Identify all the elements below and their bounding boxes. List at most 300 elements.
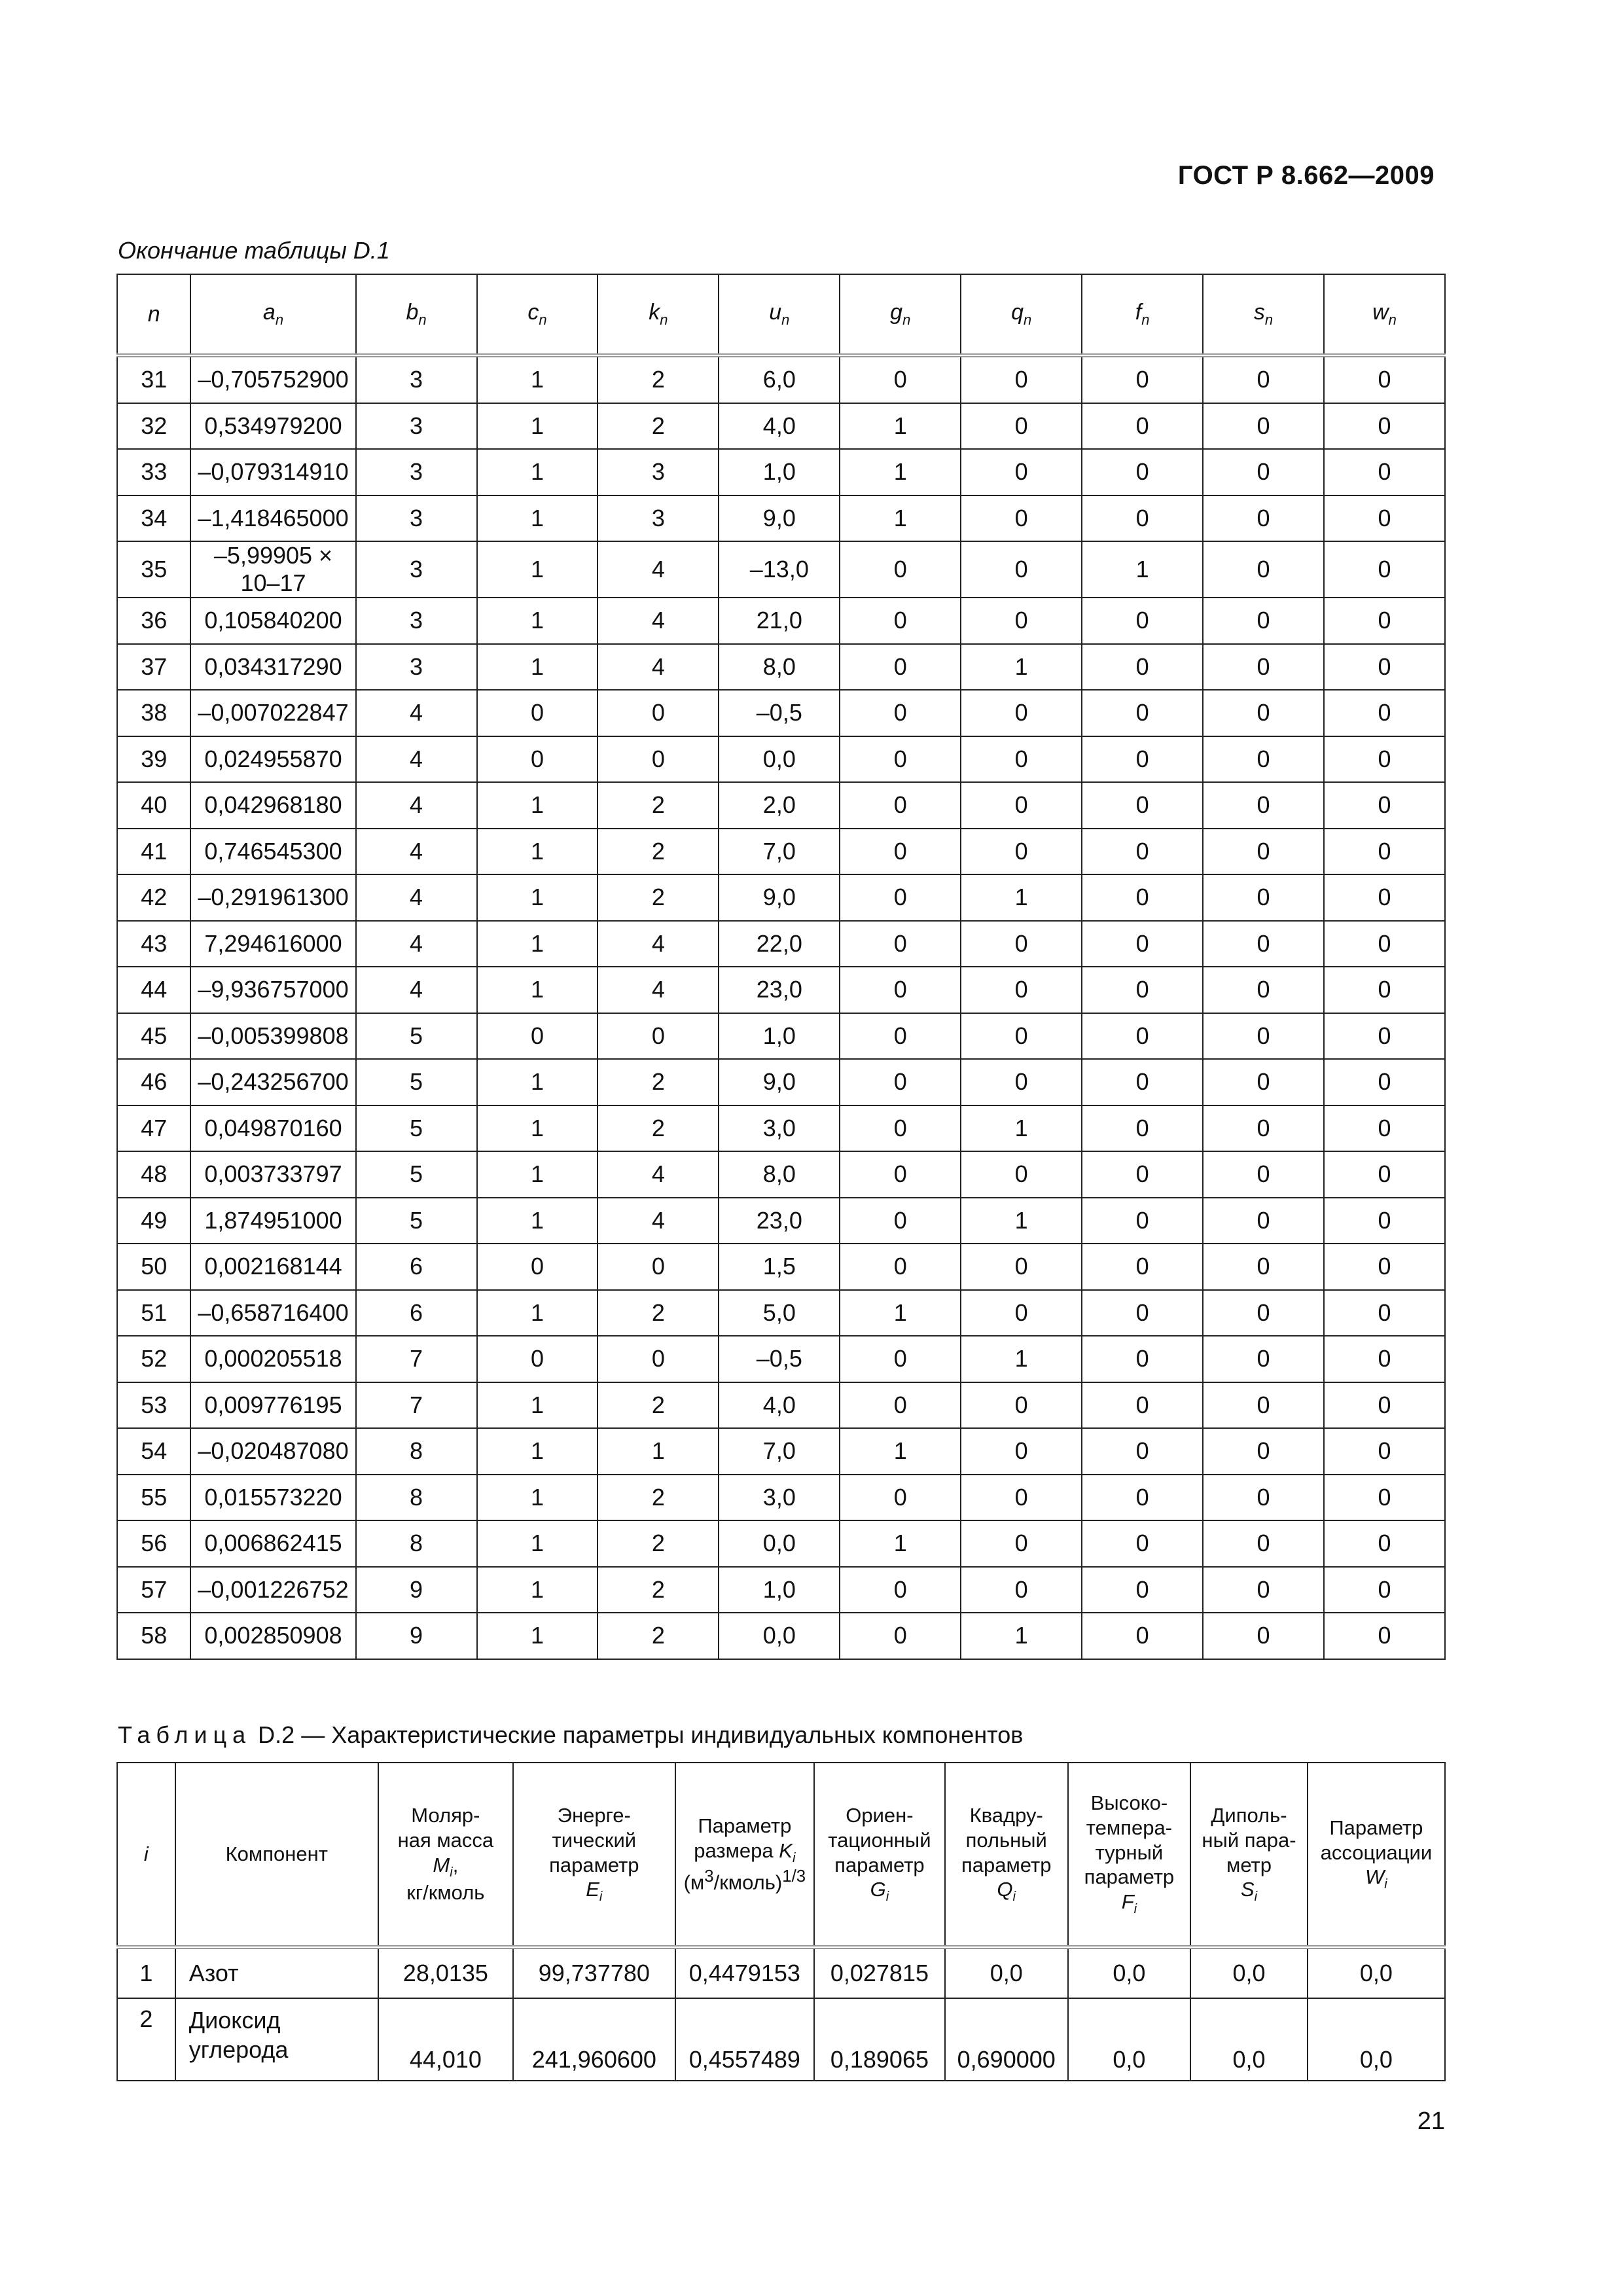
table-row bbox=[117, 921, 1445, 967]
header-n: n bbox=[117, 274, 190, 355]
table-cell: 2 bbox=[117, 1998, 175, 2081]
table-cell: 0,0 bbox=[1190, 1947, 1308, 1998]
table-cell: 0 bbox=[1324, 1244, 1445, 1290]
table-cell: 0 bbox=[1324, 782, 1445, 829]
table-cell: 21,0 bbox=[719, 598, 840, 644]
table-cell: 0 bbox=[1082, 736, 1203, 783]
table-cell: 1 bbox=[477, 1151, 598, 1198]
table-cell: –0,020487080 bbox=[190, 1428, 355, 1475]
table-cell: 0 bbox=[1203, 736, 1324, 783]
table-cell: 0 bbox=[961, 1520, 1082, 1567]
table-cell: 2 bbox=[597, 1382, 719, 1429]
table-cell: 1 bbox=[961, 1105, 1082, 1152]
table-cell: 4 bbox=[597, 967, 719, 1013]
table-cell: 0 bbox=[840, 782, 961, 829]
table-row bbox=[117, 874, 1445, 921]
table-cell: 7,0 bbox=[719, 829, 840, 875]
table-cell: 1 bbox=[477, 1290, 598, 1336]
header-high-temp-param: Высоко- темпера- турный параметр $F_i$ bbox=[1068, 1763, 1191, 1947]
header-w: $w_n$ bbox=[1324, 274, 1445, 355]
table-cell: 0 bbox=[1082, 1613, 1203, 1659]
table-cell: 0 bbox=[597, 736, 719, 783]
table-cell: 2 bbox=[597, 1105, 719, 1152]
table-cell: 0 bbox=[961, 1059, 1082, 1105]
table-row bbox=[117, 1520, 1445, 1567]
table-cell: 2 bbox=[597, 403, 719, 450]
table-cell: 4 bbox=[597, 1151, 719, 1198]
table-cell: 47 bbox=[117, 1105, 190, 1152]
table-cell: 8 bbox=[356, 1428, 477, 1475]
table-cell: –0,007022847 bbox=[190, 690, 355, 736]
header-molar-mass: Моляр- ная масса $M_i$, кг/кмоль bbox=[378, 1763, 513, 1947]
table-cell: 3,0 bbox=[719, 1105, 840, 1152]
table-cell: 0 bbox=[840, 829, 961, 875]
table-cell: 0 bbox=[1082, 1382, 1203, 1429]
table-cell: 0,042968180 bbox=[190, 782, 355, 829]
table-cell: 0 bbox=[961, 541, 1082, 598]
table-cell: 0 bbox=[597, 690, 719, 736]
table-cell: 0 bbox=[1203, 1428, 1324, 1475]
table-cell: 0 bbox=[840, 1567, 961, 1613]
table-cell: 2 bbox=[597, 782, 719, 829]
table-cell: 0,534979200 bbox=[190, 403, 355, 450]
header-u: $u_n$ bbox=[719, 274, 840, 355]
table-row bbox=[117, 449, 1445, 495]
header-association-param: Параметр ассоциации $W_i$ bbox=[1308, 1763, 1445, 1947]
table-cell: Азот bbox=[175, 1947, 378, 1998]
table-cell: 58 bbox=[117, 1613, 190, 1659]
table-cell: 0 bbox=[840, 1475, 961, 1521]
table-row bbox=[117, 736, 1445, 783]
table-cell: 1 bbox=[477, 1382, 598, 1429]
table-cell: 3 bbox=[356, 403, 477, 450]
table-cell: 0 bbox=[840, 1059, 961, 1105]
table-cell: 0,027815 bbox=[814, 1947, 945, 1998]
table-cell: –0,079314910 bbox=[190, 449, 355, 495]
header-b: $b_n$ bbox=[356, 274, 477, 355]
table-cell: 1,0 bbox=[719, 1567, 840, 1613]
table-cell: 0 bbox=[1203, 1336, 1324, 1382]
table-cell: –13,0 bbox=[719, 541, 840, 598]
table-cell: 6,0 bbox=[719, 355, 840, 403]
table-row bbox=[117, 541, 1445, 598]
table-cell: 0 bbox=[1203, 403, 1324, 450]
table-cell: 0 bbox=[961, 921, 1082, 967]
table-row bbox=[117, 1059, 1445, 1105]
table-cell: 0 bbox=[1203, 355, 1324, 403]
table-cell: 0 bbox=[1203, 690, 1324, 736]
table-row bbox=[117, 1475, 1445, 1521]
table-cell: 5 bbox=[356, 1013, 477, 1060]
table-cell: 42 bbox=[117, 874, 190, 921]
table-cell: 22,0 bbox=[719, 921, 840, 967]
table-cell: 0,003733797 bbox=[190, 1151, 355, 1198]
table-cell: 0 bbox=[961, 967, 1082, 1013]
table-cell: 3 bbox=[356, 355, 477, 403]
table-cell: 4 bbox=[356, 921, 477, 967]
table-cell: 1 bbox=[1082, 541, 1203, 598]
header-a: $a_n$ bbox=[190, 274, 355, 355]
header-q: $q_n$ bbox=[961, 274, 1082, 355]
table-cell: 0 bbox=[961, 1567, 1082, 1613]
table-cell: 1 bbox=[477, 1105, 598, 1152]
header-energy-param: Энерге- тический параметр $E_i$ bbox=[513, 1763, 675, 1947]
table-row bbox=[117, 1382, 1445, 1429]
table-cell: 40 bbox=[117, 782, 190, 829]
table-cell: 0 bbox=[1324, 1428, 1445, 1475]
table-row bbox=[117, 1151, 1445, 1198]
table-cell: 0 bbox=[1082, 1198, 1203, 1244]
table-cell: 50 bbox=[117, 1244, 190, 1290]
table-cell: 1,5 bbox=[719, 1244, 840, 1290]
table-cell: 0 bbox=[840, 1105, 961, 1152]
table-cell: 5 bbox=[356, 1105, 477, 1152]
table-cell: 9,0 bbox=[719, 1059, 840, 1105]
table-cell: 56 bbox=[117, 1520, 190, 1567]
table-cell: 0 bbox=[1324, 1198, 1445, 1244]
table-cell: 0 bbox=[477, 1013, 598, 1060]
table-cell: 0 bbox=[840, 541, 961, 598]
table-cell: 0 bbox=[1324, 921, 1445, 967]
table-cell: 0 bbox=[1082, 782, 1203, 829]
table-row bbox=[117, 1105, 1445, 1152]
table-cell: 1,0 bbox=[719, 449, 840, 495]
table-cell: 0 bbox=[1324, 355, 1445, 403]
table-cell: –0,5 bbox=[719, 1336, 840, 1382]
table-cell: 0 bbox=[1082, 495, 1203, 542]
table-cell: 0 bbox=[961, 1428, 1082, 1475]
table-cell: 3 bbox=[356, 449, 477, 495]
table-cell: 0 bbox=[1324, 403, 1445, 450]
table-cell: 1 bbox=[477, 1198, 598, 1244]
table-cell: 9 bbox=[356, 1567, 477, 1613]
table-cell: 0 bbox=[1082, 1244, 1203, 1290]
table-cell: 0 bbox=[961, 736, 1082, 783]
table-cell: 0 bbox=[1203, 1059, 1324, 1105]
table-cell: 4 bbox=[597, 921, 719, 967]
table-cell: 0 bbox=[961, 403, 1082, 450]
table-cell: 0 bbox=[477, 1336, 598, 1382]
table-cell: 0 bbox=[1082, 1428, 1203, 1475]
table-cell: 1 bbox=[597, 1428, 719, 1475]
table-row bbox=[117, 1290, 1445, 1336]
header-size-param: Параметр размера $K_i$ $(м^3/кмоль)^{1/3}$ bbox=[675, 1763, 814, 1947]
table-cell: 3 bbox=[356, 495, 477, 542]
table-cell: 0 bbox=[1082, 1520, 1203, 1567]
table-d2-caption-text: D.2 — Характеристические параметры индивидуальных компонентов bbox=[258, 1721, 1024, 1748]
table-cell: 36 bbox=[117, 598, 190, 644]
table-cell: 1 bbox=[840, 1290, 961, 1336]
table-cell: 1 bbox=[961, 1613, 1082, 1659]
table-cell: 0 bbox=[1324, 1013, 1445, 1060]
table-cell: 1 bbox=[477, 1520, 598, 1567]
table-cell: 0 bbox=[1324, 829, 1445, 875]
table-cell: 0 bbox=[840, 921, 961, 967]
table-cell: 1 bbox=[477, 967, 598, 1013]
table-cell: 4 bbox=[597, 1198, 719, 1244]
table-cell: 0 bbox=[1324, 644, 1445, 691]
table-row bbox=[117, 1336, 1445, 1382]
table-d2-header-row bbox=[117, 1763, 1445, 1947]
header-f: $f_n$ bbox=[1082, 274, 1203, 355]
table-cell: 4 bbox=[356, 829, 477, 875]
table-cell: 0 bbox=[1203, 1290, 1324, 1336]
table-cell: 0 bbox=[961, 690, 1082, 736]
table-cell: 0 bbox=[1082, 921, 1203, 967]
table-cell: 0 bbox=[1203, 1151, 1324, 1198]
table-cell: 0,024955870 bbox=[190, 736, 355, 783]
table-cell: 2 bbox=[597, 1567, 719, 1613]
table-cell: 3 bbox=[597, 495, 719, 542]
table-cell: 5 bbox=[356, 1198, 477, 1244]
header-index: i bbox=[117, 1763, 175, 1947]
table-cell: 0 bbox=[1203, 1475, 1324, 1521]
table-cell: 0 bbox=[1082, 829, 1203, 875]
table-cell: 44,010 bbox=[378, 1998, 513, 2081]
table-cell: 4 bbox=[356, 690, 477, 736]
table-row bbox=[117, 1428, 1445, 1475]
header-quadrupole-param: Квадру- польный параметр $Q_i$ bbox=[945, 1763, 1068, 1947]
table-cell: 1 bbox=[477, 449, 598, 495]
table-cell: 48 bbox=[117, 1151, 190, 1198]
table-cell: 0 bbox=[840, 1198, 961, 1244]
table-cell: 2 bbox=[597, 1520, 719, 1567]
table-cell: –0,658716400 bbox=[190, 1290, 355, 1336]
table-cell: 0 bbox=[1324, 1105, 1445, 1152]
table-cell: 0 bbox=[597, 1336, 719, 1382]
table-cell: 0 bbox=[1324, 1382, 1445, 1429]
table-cell: 0 bbox=[1324, 541, 1445, 598]
table-cell: 6 bbox=[356, 1290, 477, 1336]
table-cell: 0 bbox=[1082, 1336, 1203, 1382]
table-cell: 0 bbox=[1082, 449, 1203, 495]
table-cell: 0,002850908 bbox=[190, 1613, 355, 1659]
table-cell: 4 bbox=[356, 874, 477, 921]
table-cell: 0 bbox=[1203, 495, 1324, 542]
table-cell: 0 bbox=[1082, 1013, 1203, 1060]
table-cell: 4 bbox=[597, 598, 719, 644]
table-cell: 0,4479153 bbox=[675, 1947, 814, 1998]
table-cell: 1 bbox=[477, 495, 598, 542]
table-cell: 0 bbox=[1324, 495, 1445, 542]
table-cell: 0 bbox=[961, 1382, 1082, 1429]
table-cell: –9,936757000 bbox=[190, 967, 355, 1013]
table-cell: 1 bbox=[840, 1520, 961, 1567]
table-cell: 1 bbox=[477, 1059, 598, 1105]
table-cell: 0,0 bbox=[1068, 1947, 1191, 1998]
table-cell: 51 bbox=[117, 1290, 190, 1336]
table-cell: 3 bbox=[597, 449, 719, 495]
table-cell: 0 bbox=[1082, 1059, 1203, 1105]
table-cell: 0 bbox=[597, 1244, 719, 1290]
table-cell: 0 bbox=[1324, 1059, 1445, 1105]
table-cell: 0,006862415 bbox=[190, 1520, 355, 1567]
table-cell: 8 bbox=[356, 1520, 477, 1567]
table-cell: 0,4557489 bbox=[675, 1998, 814, 2081]
table-cell: 0,002168144 bbox=[190, 1244, 355, 1290]
header-c: $c_n$ bbox=[477, 274, 598, 355]
table-cell: 7,0 bbox=[719, 1428, 840, 1475]
table-cell: 0 bbox=[1203, 1013, 1324, 1060]
table-cell: 0,034317290 bbox=[190, 644, 355, 691]
table-cell: 2,0 bbox=[719, 782, 840, 829]
table-cell: 1 bbox=[477, 874, 598, 921]
table-d2-caption bbox=[118, 1721, 1023, 1749]
table-cell: 52 bbox=[117, 1336, 190, 1382]
table-cell: 8,0 bbox=[719, 1151, 840, 1198]
table-cell: 0 bbox=[1082, 598, 1203, 644]
table-cell: 241,960600 bbox=[513, 1998, 675, 2081]
table-d1 bbox=[116, 274, 1446, 1660]
table-cell: 2 bbox=[597, 874, 719, 921]
table-cell: 0 bbox=[961, 1475, 1082, 1521]
table-cell: 0 bbox=[1082, 403, 1203, 450]
table-cell: 1 bbox=[840, 1428, 961, 1475]
table-cell: 0,0 bbox=[1308, 1998, 1445, 2081]
table-cell: 0 bbox=[1203, 921, 1324, 967]
table-cell: 0,189065 bbox=[814, 1998, 945, 2081]
table-cell: 46 bbox=[117, 1059, 190, 1105]
table-d1-caption: Окончание таблицы D.1 bbox=[118, 237, 390, 264]
table-row bbox=[117, 1567, 1445, 1613]
table-cell: 1 bbox=[477, 1613, 598, 1659]
table-cell: 0 bbox=[1082, 355, 1203, 403]
table-cell: 0,746545300 bbox=[190, 829, 355, 875]
table-cell: 0 bbox=[1082, 1567, 1203, 1613]
table-cell: 0 bbox=[1324, 1567, 1445, 1613]
table-cell: 0 bbox=[1082, 1105, 1203, 1152]
table-cell: 0 bbox=[840, 1151, 961, 1198]
table-cell: 0 bbox=[1324, 1290, 1445, 1336]
table-row bbox=[117, 644, 1445, 691]
table-cell: 0 bbox=[1082, 967, 1203, 1013]
table-cell: 1 bbox=[477, 644, 598, 691]
table-row bbox=[117, 355, 1445, 403]
table-cell: 1 bbox=[477, 782, 598, 829]
table-cell: 0 bbox=[961, 495, 1082, 542]
table-cell: 31 bbox=[117, 355, 190, 403]
table-cell: 49 bbox=[117, 1198, 190, 1244]
table-cell: 1 bbox=[840, 495, 961, 542]
page-number: 21 bbox=[1417, 2108, 1445, 2135]
table-d2 bbox=[116, 1762, 1446, 2081]
table-cell: 0,0 bbox=[719, 1520, 840, 1567]
table-cell: 0 bbox=[961, 598, 1082, 644]
table-cell: 0 bbox=[1324, 1151, 1445, 1198]
table-cell: 4 bbox=[356, 736, 477, 783]
table-cell: 0 bbox=[1203, 449, 1324, 495]
table-row bbox=[117, 967, 1445, 1013]
table-cell: 37 bbox=[117, 644, 190, 691]
table-cell: 0 bbox=[840, 598, 961, 644]
table-cell: 7,294616000 bbox=[190, 921, 355, 967]
table-cell: 1 bbox=[840, 449, 961, 495]
table-cell: 0 bbox=[1324, 690, 1445, 736]
table-row bbox=[117, 1244, 1445, 1290]
table-cell: 0 bbox=[1203, 1520, 1324, 1567]
table-cell: 0 bbox=[840, 1013, 961, 1060]
table-cell: 41 bbox=[117, 829, 190, 875]
table-row bbox=[117, 782, 1445, 829]
table-cell: 99,737780 bbox=[513, 1947, 675, 1998]
table-cell: 3 bbox=[356, 598, 477, 644]
table-cell: 0,0 bbox=[1308, 1947, 1445, 1998]
table-cell: 3 bbox=[356, 541, 477, 598]
table-cell: 1 bbox=[961, 874, 1082, 921]
table-cell: 1 bbox=[477, 829, 598, 875]
table-cell: 1 bbox=[117, 1947, 175, 1998]
table-row bbox=[117, 403, 1445, 450]
table-cell: 0 bbox=[1082, 874, 1203, 921]
table-cell: 3 bbox=[356, 644, 477, 691]
table-row bbox=[117, 495, 1445, 542]
table-cell: 43 bbox=[117, 921, 190, 967]
table-cell: –0,5 bbox=[719, 690, 840, 736]
table-cell: 32 bbox=[117, 403, 190, 450]
table-cell: 0 bbox=[1324, 874, 1445, 921]
table-cell: 0 bbox=[840, 874, 961, 921]
table-cell: 1 bbox=[477, 598, 598, 644]
table-cell: –1,418465000 bbox=[190, 495, 355, 542]
table-cell: 1 bbox=[477, 541, 598, 598]
table-row bbox=[117, 829, 1445, 875]
table-cell: 9,0 bbox=[719, 874, 840, 921]
table-cell: 3,0 bbox=[719, 1475, 840, 1521]
table-cell: 0 bbox=[1082, 1475, 1203, 1521]
table-cell: 7 bbox=[356, 1336, 477, 1382]
table-cell: 0 bbox=[961, 1013, 1082, 1060]
table-cell: 23,0 bbox=[719, 1198, 840, 1244]
table-cell: 54 bbox=[117, 1428, 190, 1475]
table-row bbox=[117, 1013, 1445, 1060]
table-d1-header-row bbox=[117, 274, 1445, 355]
header-dipole-param: Диполь- ный пара- метр $S_i$ bbox=[1190, 1763, 1308, 1947]
table-cell: 0 bbox=[840, 1244, 961, 1290]
table-cell: 0 bbox=[1203, 541, 1324, 598]
table-d1-body bbox=[117, 355, 1445, 1659]
table-cell: 1 bbox=[477, 921, 598, 967]
table-cell: –0,005399808 bbox=[190, 1013, 355, 1060]
table-cell: 0 bbox=[1324, 967, 1445, 1013]
table-cell: 6 bbox=[356, 1244, 477, 1290]
table-cell: 33 bbox=[117, 449, 190, 495]
table-cell: 0 bbox=[1203, 1567, 1324, 1613]
header-g: $g_n$ bbox=[840, 274, 961, 355]
table-cell: 0 bbox=[961, 355, 1082, 403]
table-cell: 0 bbox=[1324, 1520, 1445, 1567]
table-cell: 0 bbox=[1203, 1382, 1324, 1429]
table-row bbox=[117, 598, 1445, 644]
table-cell: 0 bbox=[477, 736, 598, 783]
table-cell: 0,0 bbox=[945, 1947, 1068, 1998]
table-cell: 0,0 bbox=[1068, 1998, 1191, 2081]
table-d2-caption-label: Таблица bbox=[118, 1721, 252, 1748]
table-cell: 0 bbox=[477, 690, 598, 736]
table-cell: 1 bbox=[961, 1198, 1082, 1244]
table-cell: 45 bbox=[117, 1013, 190, 1060]
table-cell: 39 bbox=[117, 736, 190, 783]
table-cell: 0 bbox=[1324, 1475, 1445, 1521]
table-cell: 0 bbox=[840, 967, 961, 1013]
table-cell: 0 bbox=[1324, 1613, 1445, 1659]
table-cell: 4 bbox=[597, 644, 719, 691]
table-cell: 0 bbox=[1203, 874, 1324, 921]
table-cell: 0 bbox=[1203, 1198, 1324, 1244]
table-cell: 2 bbox=[597, 1613, 719, 1659]
table-cell: 0 bbox=[597, 1013, 719, 1060]
table-cell: 0 bbox=[840, 736, 961, 783]
table-cell: 1 bbox=[961, 644, 1082, 691]
